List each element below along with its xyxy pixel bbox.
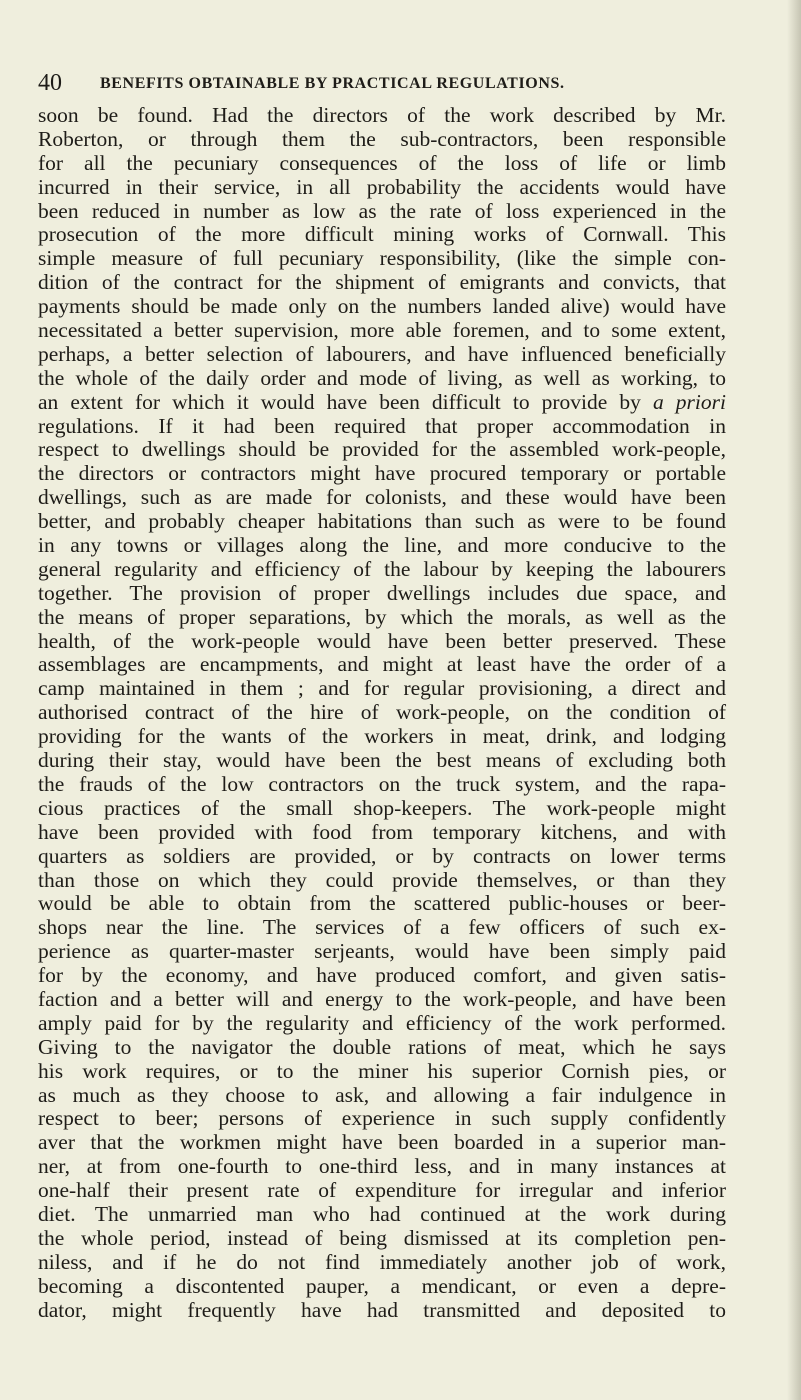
text-line: niless, and if he do not find immediately another job of work, (38, 1249, 726, 1274)
text-line: perhaps, a better selection of labourers, and have influenced beneficially (38, 341, 726, 366)
text-line: for by the economy, and have produced comfort, and given satis- (38, 963, 726, 988)
text-line: as much as they choose to ask, and allowing a fair indulgence in (38, 1082, 726, 1107)
page-edge-shadow (787, 0, 801, 1400)
text-line: dator, might frequently have had transmitted and deposited to (38, 1297, 726, 1322)
text-line: diet. The unmarried man who had continued at the work during (38, 1201, 726, 1226)
text-line: soon be found. Had the directors of the work described by Mr. (38, 103, 726, 127)
text-line: dition of the contract for the shipment of emigrants and convicts, that (38, 270, 726, 295)
text-line: ner, at from one-fourth to one-third less, and in many instances at (38, 1154, 726, 1179)
text-line: the whole of the daily order and mode of living, as well as working, to (38, 365, 726, 390)
text-line: necessitated a better supervision, more able foremen, and to some extent, (38, 318, 726, 343)
text-line: amply paid for by the regularity and efficiency of the work performed. (38, 1010, 726, 1035)
text-line: Giving to the navigator the double rations of meat, which he says (38, 1034, 726, 1059)
text-line: one-half their present rate of expenditure for irregular and inferior (38, 1178, 726, 1203)
text-line: the whole period, instead of being dismissed at its completion pen- (38, 1225, 726, 1250)
text-line: faction and a better will and energy to the work-people, and have been (38, 986, 726, 1011)
text-line: providing for the wants of the workers in meat, drink, and lodging (38, 724, 726, 749)
text-line: health, of the work-people would have been better preserved. These (38, 628, 726, 653)
text-line: an extent for which it would have been difficult to provide by a priori (38, 389, 726, 414)
running-header (38, 70, 728, 98)
text-line: better, and probably cheaper habitations than such as were to be found (38, 509, 726, 534)
running-title: BENEFITS OBTAINABLE BY PRACTICAL REGULATIONS. (100, 75, 565, 92)
text-line: been reduced in number as low as the rate of loss experienced in the (38, 198, 726, 223)
text-line: in any towns or villages along the line, and more conducive to the (38, 533, 726, 558)
text-line: simple measure of full pecuniary responsibility, (like the simple con- (38, 246, 726, 271)
text-line: camp maintained in them ; and for regular provisioning, a direct and (38, 676, 726, 701)
text-line: have been provided with food from temporary kitchens, and with (38, 819, 726, 844)
text-line: would be able to obtain from the scattered public-houses or beer- (38, 891, 726, 916)
body-text (38, 104, 726, 1322)
text-line: respect to dwellings should be provided for the assembled work-people, (38, 437, 726, 462)
text-line: payments should be made only on the numbers landed alive) would have (38, 294, 726, 319)
text-line: shops near the line. The services of a few officers of such ex- (38, 915, 726, 940)
page-number: 40 (38, 70, 62, 96)
text-line: general regularity and efficiency of the labour by keeping the labourers (38, 556, 726, 581)
text-line: during their stay, would have been the best means of excluding both (38, 748, 726, 773)
text-line: assemblages are encampments, and might at least have the order of a (38, 652, 726, 677)
text-line: incurred in their service, in all probability the accidents would have (38, 174, 726, 199)
text-line: authorised contract of the hire of work-people, on the condition of (38, 700, 726, 725)
text-line: the means of proper separations, by which the morals, as well as the (38, 604, 726, 629)
text-line: than those on which they could provide themselves, or than they (38, 867, 726, 892)
text-line: together. The provision of proper dwellings includes due space, and (38, 580, 726, 605)
text-line: cious practices of the small shop-keepers. The work-people might (38, 795, 726, 820)
text-line: aver that the workmen might have been boarded in a superior man- (38, 1130, 726, 1155)
text-line: quarters as soldiers are provided, or by contracts on lower terms (38, 843, 726, 868)
text-line: becoming a discontented pauper, a mendicant, or even a depre- (38, 1273, 726, 1298)
text-line: his work requires, or to the miner his superior Cornish pies, or (38, 1058, 726, 1083)
text-line: prosecution of the more difficult mining works of Cornwall. This (38, 222, 726, 247)
text-line: Roberton, or through them the sub-contractors, been responsible (38, 126, 726, 151)
text-line: perience as quarter-master serjeants, would have been simply paid (38, 939, 726, 964)
text-line: for all the pecuniary consequences of the loss of life or limb (38, 150, 726, 175)
text-line: dwellings, such as are made for colonists, and these would have been (38, 485, 726, 510)
text-line: the frauds of the low contractors on the truck system, and the rapa- (38, 771, 726, 796)
text-line: respect to beer; persons of experience in such supply confidently (38, 1106, 726, 1131)
text-line: regulations. If it had been required that proper accommodation in (38, 413, 726, 438)
text-line: the directors or contractors might have procured temporary or portable (38, 461, 726, 486)
